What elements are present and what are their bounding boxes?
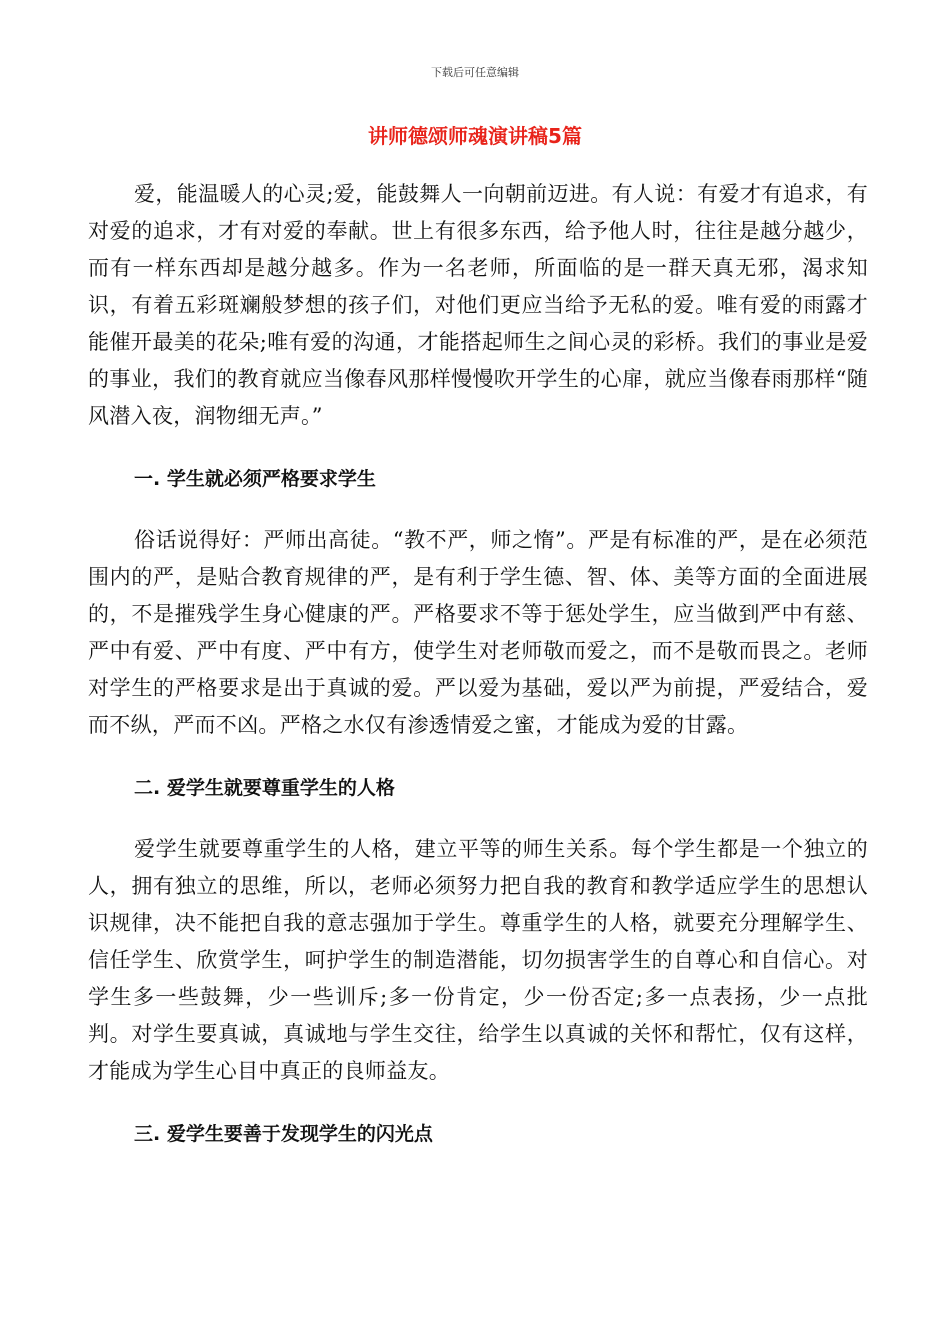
section-paragraph-1: 俗话说得好：严师出高徒。“教不严，师之惰”。严是有标准的严，是在必须范围内的严，是贴合教育规律的严，是有利于学生德、智、体、美等方面的全面进展的，不是摧残学生身心健康的严。严格要求不等于惩处学生，应当做到严中有慈、严中有爱、严中有度、严中有方，使学生对老师敬而爱之，而不是敬而畏之。老师对学生的严格要求是出于真诚的爱。严以爱为基础，爱以严为前提，严爱结合，爱而不纵，严而不凶。严格之水仅有渗透情爱之蜜，才能成为爱的甘露。 — [88, 528, 868, 737]
intro-paragraph: 爱，能温暖人的心灵;爱，能鼓舞人一向朝前迈进。有人说：有爱才有追求，有对爱的追求，才有对爱的奉献。世上有很多东西，给予他人时，往往是越分越少，而有一样东西却是越分越多。作为一名老师，所面临的是一群天真无邪，渴求知识，有着五彩斑斓般梦想的孩子们，对他们更应当给予无私的爱。唯有爱的雨露才能催开最美的花朵;唯有爱的沟通，才能搭起师生之间心灵的彩桥。我们的事业是爱的事业，我们的教育就应当像春风那样慢慢吹开学生的心扉，就应当像春雨那样“随风潜入夜，润物细无声。” — [88, 182, 868, 428]
document-body — [88, 176, 868, 1153]
header-note: 下载后可任意编辑 — [431, 66, 519, 79]
section-heading-3: 三. 爱学生要善于发现学生的闪光点 — [134, 1123, 433, 1145]
document-title: 讲师德颂师魂演讲稿5篇 — [368, 124, 582, 148]
section-paragraph-2: 爱学生就要尊重学生的人格，建立平等的师生关系。每个学生都是一个独立的人，拥有独立的思维，所以，老师必须努力把自我的教育和教学适应学生的思想认识规律，决不能把自我的意志强加于学生。尊重学生的人格，就要充分理解学生、信任学生、欣赏学生，呵护学生的制造潜能，切勿损害学生的自尊心和自信心。对学生多一些鼓舞，少一些训斥;多一份肯定，少一份否定;多一点表扬，少一点批判。对学生要真诚，真诚地与学生交往，给学生以真诚的关怀和帮忙，仅有这样，才能成为学生心目中真正的良师益友。 — [88, 837, 868, 1083]
section-heading-2: 二. 爱学生就要尊重学生的人格 — [134, 777, 395, 799]
section-heading-1: 一. 学生就必须严格要求学生 — [134, 468, 376, 490]
